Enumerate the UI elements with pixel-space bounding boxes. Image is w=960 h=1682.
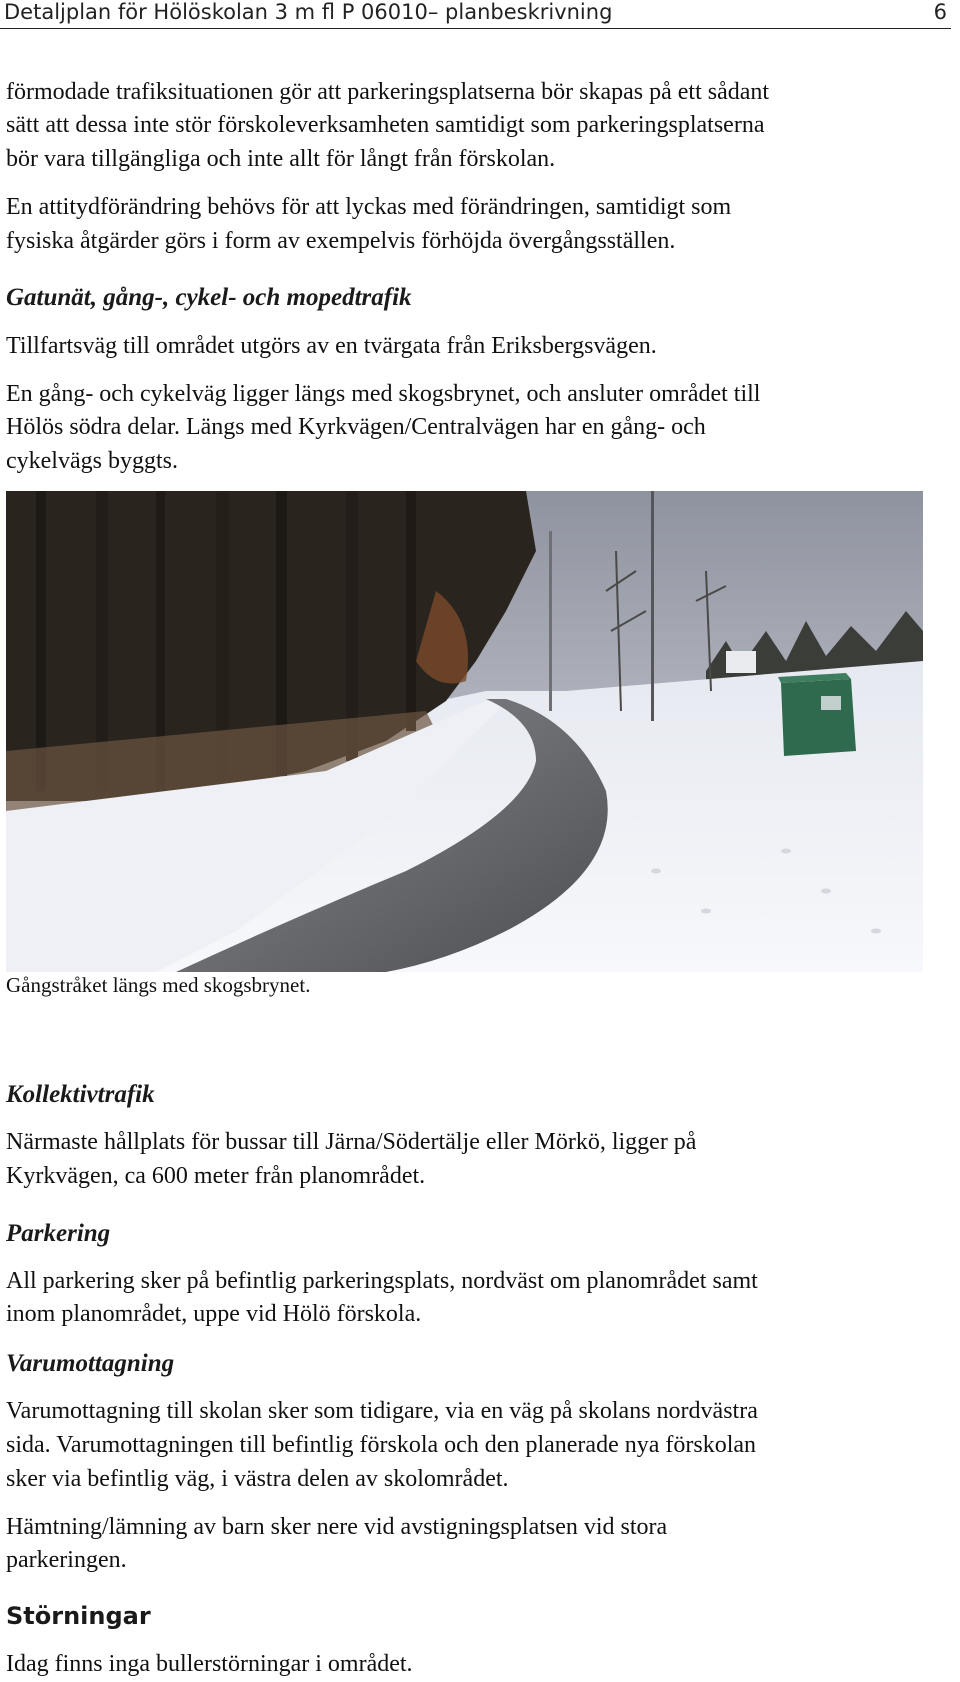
section-heading-parkering: Parkering <box>6 1220 111 1247</box>
paragraph-line: cykelvägs byggts. <box>6 448 178 474</box>
paragraph-line: Kyrkvägen, ca 600 meter från planområdet. <box>6 1163 426 1189</box>
paragraph-line: All parkering sker på befintlig parkeringsplats, nordväst om planområdet samt <box>6 1268 758 1294</box>
paragraph-line: En attitydförändring behövs för att lyckas med förändringen, samtidigt som <box>6 194 732 220</box>
paragraph-line: Idag finns inga bullerstörningar i området. <box>6 1651 413 1677</box>
page-header <box>0 0 951 29</box>
page-number: 6 <box>933 0 947 24</box>
paragraph-line: Närmaste hållplats för bussar till Järna/Södertälje eller Mörkö, ligger på <box>6 1129 697 1155</box>
paragraph-line: Varumottagning till skolan sker som tidigare, via en väg på skolans nordvästra <box>6 1398 758 1424</box>
section-heading-varumottagning: Varumottagning <box>6 1350 175 1377</box>
paragraph-line: sker via befintlig väg, i västra delen av skolområdet. <box>6 1466 509 1492</box>
photo-caption: Gångstråket längs med skogsbrynet. <box>6 973 311 997</box>
section-heading-storningar: Störningar <box>6 1602 151 1630</box>
path-photo <box>6 491 923 972</box>
header-title: Detaljplan för Hölöskolan 3 m fl P 06010– planbeskrivning <box>4 0 613 24</box>
paragraph-line: sätt att dessa inte stör förskoleverksamheten samtidigt som parkeringsplatserna <box>6 112 765 138</box>
paragraph-line: sida. Varumottagningen till befintlig förskola och den planerade nya förskolan <box>6 1432 757 1458</box>
paragraph-line: Hölös södra delar. Längs med Kyrkvägen/Centralvägen har en gång- och <box>6 414 706 440</box>
paragraph-line: förmodade trafiksituationen gör att parkeringsplatserna bör skapas på ett sådant <box>6 79 770 105</box>
paragraph-line: inom planområdet, uppe vid Hölö förskola. <box>6 1301 422 1327</box>
paragraph-line: Tillfartsväg till området utgörs av en tvärgata från Eriksbergsvägen. <box>6 333 657 359</box>
paragraph-line: Hämtning/lämning av barn sker nere vid avstigningsplatsen vid stora <box>6 1514 668 1540</box>
section-heading-gatunat: Gatunät, gång-, cykel- och mopedtrafik <box>6 284 412 311</box>
paragraph-line: fysiska åtgärder görs i form av exempelvis förhöjda övergångsställen. <box>6 228 676 254</box>
paragraph-line: En gång- och cykelväg ligger längs med skogsbrynet, och ansluter området till <box>6 381 761 407</box>
section-heading-kollektivtrafik: Kollektivtrafik <box>6 1081 155 1108</box>
paragraph-line: bör vara tillgängliga och inte allt för långt från förskolan. <box>6 146 556 172</box>
paragraph-line: parkeringen. <box>6 1547 127 1573</box>
